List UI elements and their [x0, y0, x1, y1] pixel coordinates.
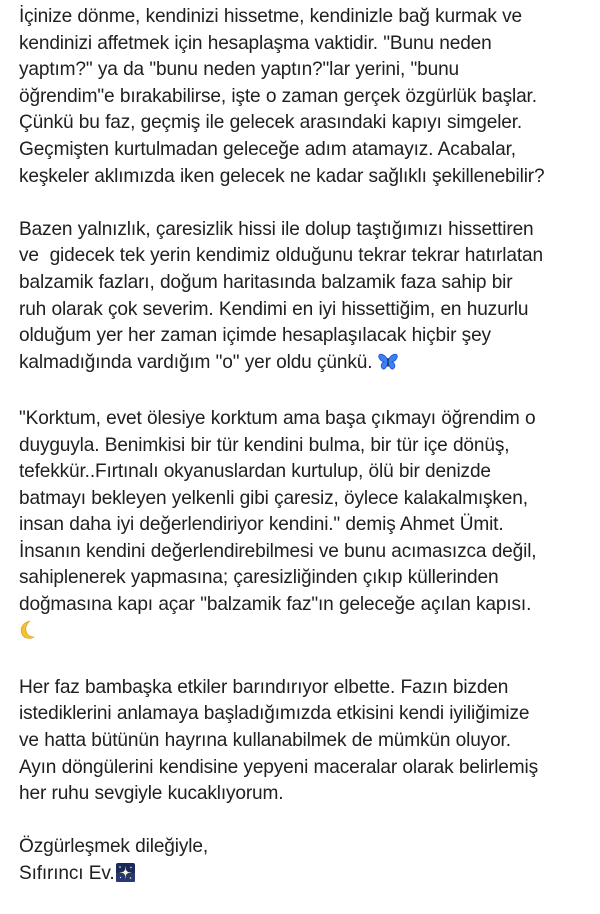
text-line: kalmadığında vardığım "o" yer oldu çünkü. — [19, 351, 373, 373]
text-line: Ayın döngülerini kendisine yepyeni maceralar olarak belirlemiş — [19, 756, 539, 778]
paragraph-2 — [19, 217, 594, 380]
text-line: insan daha iyi değerlendiriyor kendini." demiş Ahmet Ümit. — [19, 514, 504, 536]
text-line: Çünkü bu faz, geçmiş ile gelecek arasındaki kapıyı simgeler. — [19, 112, 523, 134]
signature-name-line — [19, 861, 594, 888]
text-line: öğrendim"e bırakabilirse, işte o zaman gerçek özgürlük başlar. — [19, 85, 537, 107]
text-line: keşkeler aklımızda iken gelecek ne kadar sağlıklı şekillenebilir? — [19, 165, 545, 187]
moon-line — [19, 619, 594, 649]
text-line: sahiplenerek yapmasına; çaresizliğinden çıkıp küllerinden — [19, 567, 499, 589]
text-line: ve hatta bütünün hayrına kullanabilmek de mümkün oluyor. — [19, 730, 511, 752]
night-sky-stars-icon — [116, 863, 135, 882]
text-line: her ruhu sevgiyle kucaklıyorum. — [19, 783, 284, 805]
text-line: İnsanın kendini değerlendirebilmesi ve bunu acımasızca değil, — [19, 540, 537, 562]
text-line: ve gidecek tek yerin kendimiz olduğunu tekrar tekrar hatırlatan — [19, 245, 543, 267]
butterfly-icon — [378, 353, 398, 380]
text-line: "Korktum, evet ölesiye korktum ama başa çıkmayı öğrendim o — [19, 407, 536, 429]
text-line: kendinizi affetmek için hesaplaşma vaktidir. "Bunu neden — [19, 32, 492, 54]
paragraph-3 — [19, 406, 594, 648]
paragraph-4 — [19, 675, 594, 808]
text-line: Her faz bambaşka etkiler barındırıyor elbette. Fazın bizden — [19, 676, 509, 698]
signature-greeting: Özgürleşmek dileğiyle, — [19, 836, 208, 858]
signature-name: Sıfırıncı Ev. — [19, 863, 115, 884]
text-line: duyguyla. Benimkisi bir tür kendini bulma, bir tür içe dönüş, — [19, 434, 510, 456]
text-line-with-emoji — [19, 350, 594, 380]
post-body — [19, 4, 594, 914]
text-line: batmayı bekleyen yelkenli gibi çaresiz, öylece kalakalmışken, — [19, 487, 528, 509]
text-line: istediklerini anlamaya başladığımızda etkisini kendi iyiliğimize — [19, 703, 530, 725]
text-line: balzamik fazları, doğum haritasında balzamik faza sahip bir — [19, 271, 513, 293]
text-line: Geçmişten kurtulmadan geleceğe adım atamayız. Acabalar, — [19, 138, 516, 160]
text-line: olduğum yer her zaman içimde hesaplaşılacak hiçbir şey — [19, 325, 491, 347]
paragraph-1 — [19, 4, 594, 190]
text-line: İçinize dönme, kendinizi hissetme, kendinizle bağ kurmak ve — [19, 6, 523, 27]
crescent-moon-icon — [19, 620, 37, 649]
text-line: ruh olarak çok severim. Kendimi en iyi hissettiğim, en huzurlu — [19, 298, 529, 320]
text-line: doğmasına kapı açar "balzamik faz"ın geleceğe açılan kapısı. — [19, 594, 532, 616]
text-line: Bazen yalnızlık, çaresizlik hissi ile dolup taştığımızı hissettiren — [19, 218, 534, 240]
signature — [19, 834, 594, 887]
text-line: yaptım?" ya da "bunu neden yaptın?"lar yerini, "bunu — [19, 59, 460, 81]
text-line: tefekkür..Fırtınalı okyanuslardan kurtulup, ölü bir denizde — [19, 461, 491, 483]
